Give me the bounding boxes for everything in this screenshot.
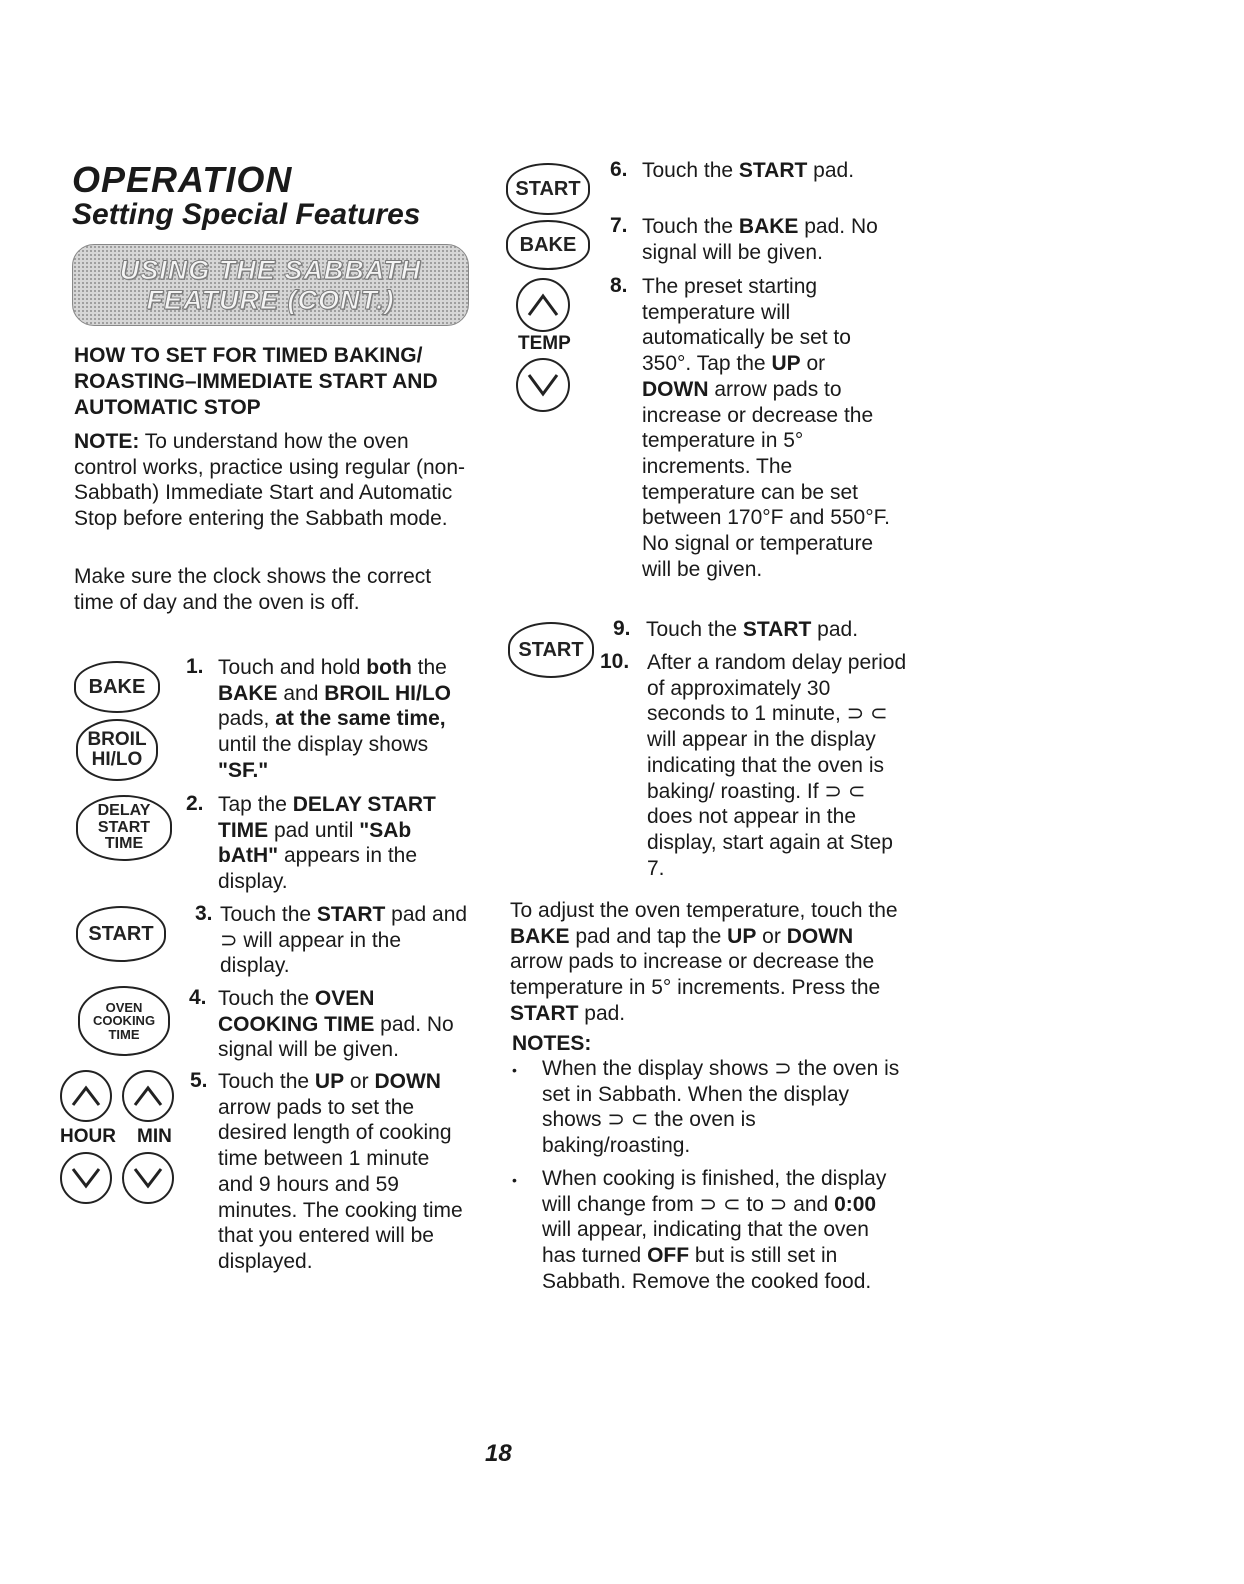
step-9-text: Touch the START pad.	[646, 618, 859, 641]
start-pad-label: START	[88, 922, 154, 945]
min-label: MIN	[137, 1126, 172, 1147]
bake-pad-right-icon: BAKE	[506, 220, 590, 270]
note-label: NOTE:	[74, 430, 140, 453]
note-text: To understand how the oven control works, practice using regular (non-Sabbath) Immediate Start and Automatic Stop before entering the Sabbath mode.	[74, 430, 466, 531]
oven-cooking-time-pad-icon	[78, 986, 170, 1056]
oven-pad-label-1: OVEN	[105, 999, 143, 1015]
temp-up-arrow-icon	[516, 278, 570, 332]
step-8-number: 8.	[610, 274, 628, 297]
start-pad-right-2-icon: START	[508, 622, 594, 678]
step-4-number: 4.	[189, 986, 207, 1009]
instructions-heading: HOW TO SET FOR TIMED BAKING/ ROASTING–IMMEDIATE START AND AUTOMATIC STOP	[74, 344, 438, 419]
start-pad-right-icon: START	[506, 163, 590, 215]
min-down-arrow-icon	[122, 1152, 174, 1204]
step-5-text: Touch the UP or DOWN arrow pads to set the desired length of cooking time between 1 minute and 9 hours and 59 minutes. The cooking time that you entered will be displayed.	[218, 1070, 463, 1273]
step-3-text: Touch the START pad and ⊃ will appear in the display.	[220, 903, 468, 978]
note-2: When cooking is finished, the display will change from ⊃ ⊂ to ⊃ and 0:00 will appear, indicating that the oven has turned OFF but is still set in Sabbath. Remove the cooked food.	[542, 1167, 887, 1293]
step-7-number: 7.	[610, 214, 628, 237]
step-9-number: 9.	[613, 617, 631, 640]
step-10-text: After a random delay period of approximately 30 seconds to 1 minute, ⊃ ⊂ will appear in the display indicating that the oven is baking/ roasting. If ⊃ ⊂ does not appear in the display, start again at Step 7.	[647, 651, 907, 880]
section-title: OPERATION	[72, 159, 293, 200]
start-pad-icon	[76, 906, 166, 962]
section-subtitle: Setting Special Features	[72, 198, 421, 231]
oven-pad-label-2: COOKING	[92, 1013, 156, 1029]
delay-pad-label-3: TIME	[104, 835, 144, 853]
step-6-text: Touch the START pad.	[642, 159, 855, 182]
notes-title: NOTES:	[512, 1032, 592, 1055]
note-bullet-1-icon: •	[512, 1062, 517, 1078]
note-1: When the display shows ⊃ the oven is set in Sabbath. When the display shows ⊃ ⊂ the oven is baking/roasting.	[542, 1057, 900, 1158]
step-4-text: Touch the OVEN COOKING TIME pad. No signal will be given.	[218, 987, 454, 1062]
step-1-number: 1.	[186, 655, 204, 678]
hour-up-arrow-icon	[60, 1070, 112, 1122]
step-5-number: 5.	[190, 1069, 208, 1092]
note-bullet-2-icon: •	[512, 1172, 517, 1188]
broil-pad-label-2: HI/LO	[91, 749, 143, 770]
step-6-number: 6.	[610, 158, 628, 181]
oven-pad-label-3: TIME	[108, 1026, 140, 1042]
temp-label: TEMP	[518, 333, 571, 354]
bake-pad-icon	[74, 661, 160, 713]
delay-start-pad-icon	[76, 795, 172, 861]
broil-pad-label-1: BROIL	[87, 729, 147, 751]
step-2-text: Tap the DELAY START TIME pad until "SAb bAtH" appears in the display.	[218, 793, 436, 894]
bake-pad-label: BAKE	[88, 675, 146, 698]
banner-line-1: USING THE SABBATH	[119, 255, 422, 285]
sabbath-banner	[72, 244, 469, 326]
delay-pad-label-2: START	[97, 818, 151, 836]
step-1-text: Touch and hold both the BAKE and BROIL HI/LO pads, at the same time, until the display shows "SF."	[218, 656, 452, 782]
step-2-number: 2.	[186, 792, 204, 815]
step-8-text: The preset starting temperature will automatically be set to 350°. Tap the UP or DOWN arrow pads to increase or decrease the temperature in 5° increments. The temperature can be set between 170°F and 550°F. No signal or temperature will be given.	[642, 275, 890, 581]
step-10-number: 10.	[600, 650, 630, 673]
clock-paragraph: Make sure the clock shows the correct time of day and the oven is off.	[74, 565, 432, 614]
min-up-arrow-icon	[122, 1070, 174, 1122]
temp-down-arrow-icon	[516, 358, 570, 412]
note-paragraph	[74, 429, 474, 532]
hour-down-arrow-icon	[60, 1152, 112, 1204]
step-3-number: 3.	[195, 902, 213, 925]
adjust-temperature-paragraph: To adjust the oven temperature, touch the BAKE pad and tap the UP or DOWN arrow pads to increase or decrease the temperature in 5° increments. Press the START pad.	[510, 899, 898, 1025]
delay-pad-label-1: DELAY	[97, 801, 151, 819]
broil-pad-icon	[76, 719, 158, 781]
page-number: 18	[485, 1440, 512, 1467]
step-7-text: Touch the BAKE pad. No signal will be given.	[642, 215, 878, 264]
banner-line-2: FEATURE (CONT.)	[146, 285, 395, 315]
hour-label: HOUR	[60, 1126, 116, 1147]
